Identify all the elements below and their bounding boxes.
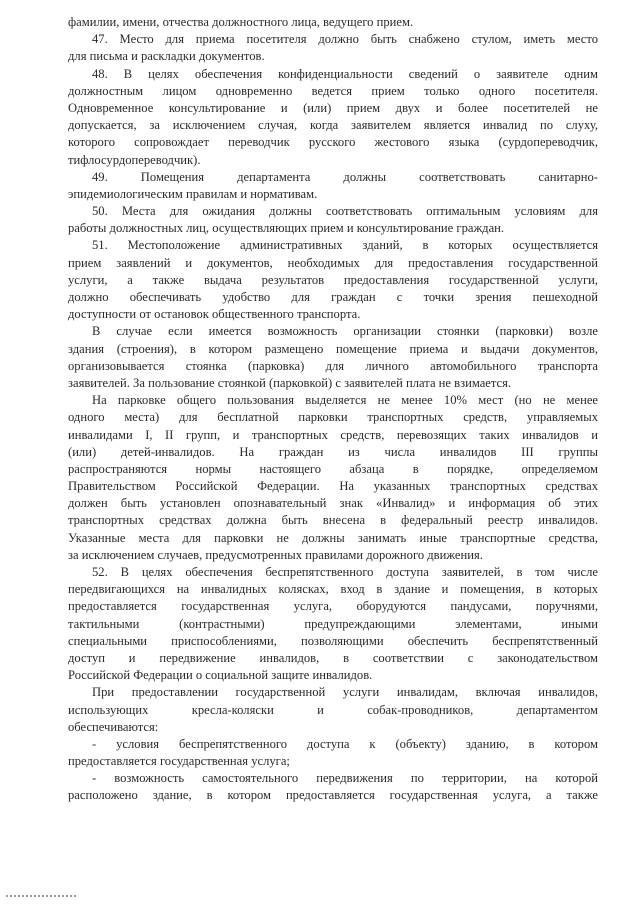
text-line: должен быть установлен опознавательный знак «Инвалид» и информация об этих — [68, 496, 598, 511]
text-line: 47. Место для приема посетителя должно быть снабжено стулом, иметь место — [92, 32, 598, 47]
text-line: 51. Местоположение административных зданий, в которых осуществляется — [92, 238, 598, 253]
text-line: заявителей. За пользование стоянкой (парковкой) с заявителей плата не взимается. — [68, 375, 512, 390]
text-line: 50. Места для ожидания должны соответствовать оптимальным условиям для — [92, 204, 598, 219]
text-line: В случае если имеется возможность организации стоянки (парковки) возле — [92, 324, 598, 339]
text-line: транспортных средствах должна быть внесена в федеральный реестр инвалидов. — [68, 513, 598, 528]
text-line: предоставляется государственная услуга; — [68, 754, 290, 769]
text-line: организовывается стоянка (парковка) для личного автомобильного транспорта — [68, 358, 598, 373]
text-line: тифлосурдопереводчик). — [68, 152, 201, 167]
document-page — [68, 14, 598, 805]
text-line: 52. В целях обеспечения беспрепятственного доступа заявителей, в том числе — [92, 565, 598, 579]
text-line: инвалидами I, II групп, и транспортных средств, перевозящих таких инвалидов и — [68, 427, 598, 442]
text-line: работы должностных лиц, осуществляющих прием и консультирование граждан. — [68, 221, 505, 236]
text-line: использующих кресла-коляски и собак-проводников, департаментом — [68, 702, 598, 717]
text-line: - условия беспрепятственного доступа к (объекту) зданию, в котором — [92, 736, 598, 751]
text-line: (или) детей-инвалидов. На граждан из числа инвалидов III группы — [68, 444, 598, 459]
text-line: При предоставлении государственной услуги инвалидам, включая инвалидов, — [92, 685, 598, 700]
text-line: должностным лицом одновременно ведется прием только одного посетителя. — [68, 83, 598, 98]
text-line: тактильными (контрастными) предупреждающими элементами, иными — [68, 616, 598, 631]
text-line: должно обеспечивать удобство для граждан с точки зрения пешеходной — [68, 290, 598, 304]
text-line: 48. В целях обеспечения конфиденциальности сведений о заявителе одним — [92, 66, 598, 81]
text-line: за исключением случаев, предусмотренных правилами дорожного движения. — [68, 547, 483, 562]
text-line: эпидемиологическим правилам и нормативам. — [68, 186, 318, 201]
text-line: расположено здание, в котором предоставляется государственная услуга, а также — [68, 788, 598, 803]
text-line: Одновременное консультирование и (или) прием двух и более посетителей не — [68, 100, 598, 115]
text-line: допускается, за исключением случая, когда заявителем является инвалид по слуху, — [68, 118, 598, 133]
text-line: предоставляется государственная услуга, оборудуются пандусами, поручнями, — [68, 599, 598, 614]
text-line: прием заявлений и документов, необходимых для предоставления государственной — [68, 255, 598, 270]
text-line: специальными приспособлениями, позволяющими обеспечить беспрепятственный — [68, 633, 598, 648]
text-line: для письма и раскладки документов. — [68, 49, 265, 64]
text-line: доступности от остановок общественного транспорта. — [68, 307, 361, 322]
text-line: обеспечиваются: — [68, 719, 159, 734]
text-line: распространяются нормы настоящего абзаца в порядке, определяемом — [68, 461, 598, 476]
text-line: здания (строения), в котором размещено помещение приема и выдачи документов, — [68, 341, 598, 356]
text-line: передвигающихся на инвалидных колясках, вход в здание и помещения, в которых — [68, 582, 598, 597]
scan-footer-mark — [6, 895, 76, 897]
text-line: услуги, а также выдача результатов предоставления государственной услуги, — [68, 272, 598, 287]
text-line: которого сопровождает переводчик русского жестового языка (сурдопереводчик, — [68, 135, 598, 150]
text-line: одного места) для бесплатной парковки транспортных средств, управляемых — [68, 410, 598, 425]
text-line: Правительством Российской Федерации. На указанных транспортных средствах — [68, 479, 598, 494]
text-line: Российской Федерации о социальной защите инвалидов. — [68, 668, 373, 683]
text-line: На парковке общего пользования выделяется не менее 10% мест (но не менее — [92, 393, 598, 408]
text-line: Указанные места для парковки не должны занимать иные транспортные средства, — [68, 530, 598, 545]
text-line: фамилии, имени, отчества должностного лица, ведущего прием. — [68, 15, 414, 29]
text-line: доступ и передвижение инвалидов, в соответствии с законодательством — [68, 650, 598, 665]
text-line: 49. Помещения департамента должны соответствовать санитарно- — [92, 169, 598, 184]
text-line: - возможность самостоятельного передвижения по территории, на которой — [92, 771, 598, 786]
